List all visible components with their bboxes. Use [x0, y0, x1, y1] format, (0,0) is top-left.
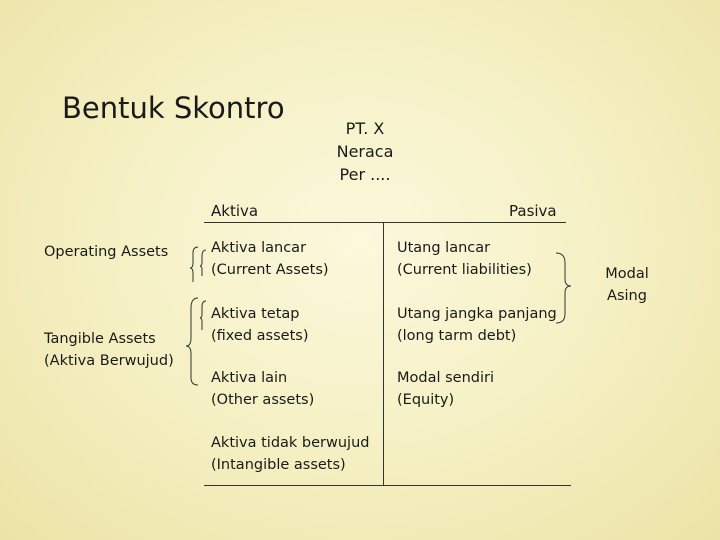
pasiva-item-sub: (long tarm debt): [397, 328, 517, 344]
column-header-aktiva: Aktiva: [211, 202, 259, 220]
pasiva-item-label: Modal sendiri: [397, 370, 494, 386]
pasiva-item-label: Utang jangka panjang: [397, 306, 557, 322]
pasiva-item-label: Utang lancar: [397, 240, 491, 256]
tangible-assets-title: Tangible Assets: [44, 331, 156, 347]
modal-asing-line1: Modal: [605, 266, 649, 282]
aktiva-item-sub: (Intangible assets): [211, 457, 346, 473]
aktiva-item-sub: (Other assets): [211, 392, 315, 408]
aktiva-item-label: Aktiva lain: [211, 370, 288, 386]
pasiva-item-sub: (Equity): [397, 392, 455, 408]
report-period: Per ....: [339, 165, 391, 184]
tangible-assets-brace-icon: [186, 298, 198, 385]
tangible-assets-sub: (Aktiva Berwujud): [44, 353, 174, 369]
modal-asing-brace-icon: [556, 253, 571, 323]
aktiva-item-label: Aktiva tetap: [211, 306, 300, 322]
aktiva-fixed-brace-icon: [200, 301, 206, 330]
aktiva-item-label: Aktiva lancar: [211, 240, 307, 256]
company-name: PT. X: [345, 119, 385, 138]
aktiva-item-sub: (fixed assets): [211, 328, 309, 344]
slide-title: Bentuk Skontro: [62, 91, 285, 125]
modal-asing-line2: Asing: [607, 288, 647, 304]
aktiva-item-sub: (Current Assets): [211, 262, 329, 278]
pasiva-item-sub: (Current liabilities): [397, 262, 532, 278]
report-name: Neraca: [336, 142, 394, 161]
operating-assets-brace-icon: [190, 247, 198, 282]
column-header-pasiva: Pasiva: [509, 202, 557, 220]
aktiva-lancar-brace-icon: [200, 250, 206, 276]
operating-assets-label: Operating Assets: [44, 244, 169, 260]
aktiva-item-label: Aktiva tidak berwujud: [211, 435, 370, 451]
